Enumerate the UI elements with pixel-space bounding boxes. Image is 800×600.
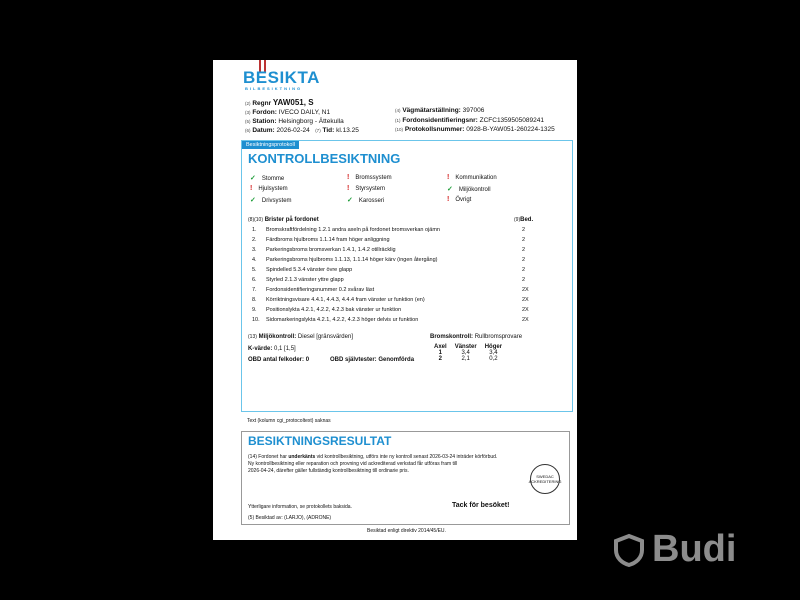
defect-row	[252, 227, 552, 233]
result-box	[241, 431, 570, 525]
bed-header: (9)Bed.	[514, 217, 534, 223]
broms-table	[430, 344, 506, 362]
warning-icon: !	[447, 196, 450, 203]
system-label: Karosseri	[358, 198, 385, 204]
obd-self-row: OBD självtester: Genomförda	[330, 357, 415, 363]
defect-bed: 2X	[522, 297, 529, 303]
defect-row	[252, 247, 552, 253]
footer-text: Besiktad enligt direktiv 2014/45/EU.	[367, 528, 446, 534]
defect-row	[252, 317, 552, 323]
check-icon: ✓	[250, 175, 256, 182]
defect-row	[252, 277, 552, 283]
system-item	[447, 174, 497, 181]
defect-text: Positionslykta 4.2.1, 4.2.2, 4.2.3 bak vänster ur funktion	[266, 307, 402, 313]
defect-number: 4.	[252, 257, 257, 263]
broms-cell: 1	[438, 350, 443, 356]
broms-col: Vänster	[454, 344, 477, 350]
system-item	[347, 185, 385, 192]
defects-header: (8)(10) Brister på fordonet	[248, 217, 319, 223]
defect-text: Sidomarkeringslykta 4.2.1, 4.2.2, 4.2.3 höger delvis ur funktion	[266, 317, 419, 323]
system-label: Miljökontroll	[458, 187, 491, 193]
defect-text: Parkeringsbroms bromsverkan 1.4.1, 1.4.2 otillräcklig	[266, 247, 396, 253]
protocol-tag: Besiktningsprotokoll	[242, 141, 299, 149]
defect-number: 3.	[252, 247, 257, 253]
system-item	[447, 185, 491, 193]
more-info: Ytterligare information, se protokollets baksida.	[248, 504, 352, 510]
protocol-title: KONTROLLBESIKTNING	[248, 151, 401, 166]
defect-bed: 2	[522, 227, 526, 233]
note-text: Text (kolumn cgi_protocoltext) saknas	[247, 418, 331, 424]
broms-row: Bromskontroll: Rullbromsprovare	[430, 334, 523, 340]
system-label: Stomme	[261, 176, 285, 182]
defect-text: Parkeringsbroms hjulbroms 1.1.13, 1.1.14 höger kärv (ingen återgång)	[266, 257, 438, 263]
shield-icon	[612, 533, 646, 567]
defect-number: 2.	[252, 237, 257, 243]
system-label: Kommunikation	[455, 175, 497, 181]
defect-bed: 2	[522, 267, 526, 273]
defect-number: 6.	[252, 277, 257, 283]
defect-text: Spindelled 5.3.4 vänster övre glapp	[266, 267, 353, 273]
broms-col: Axel	[434, 344, 447, 350]
defect-number: 8.	[252, 297, 257, 303]
logo: BESIKTA	[243, 68, 320, 87]
fordon-row: (3) Fordon: IVECO DAILY, N1	[245, 109, 331, 116]
swedac-badge: SWEDAC ACKREDITERING	[530, 464, 560, 494]
kvarde-row: K-värde: 0,1 [1,5]	[248, 346, 296, 352]
result-title: BESIKTNINGSRESULTAT	[248, 434, 392, 448]
system-label: Drivsystem	[261, 198, 292, 204]
ident-row: (1) Fordonsidentifieringsnr: ZCFC1359505089241	[395, 117, 544, 124]
system-item	[250, 174, 284, 182]
system-item	[250, 196, 292, 204]
check-icon: ✓	[447, 186, 453, 193]
matare-row: (4) Vägmätarställning: 397006	[395, 107, 485, 114]
system-label: Bromssystem	[355, 175, 392, 181]
system-item	[347, 196, 384, 204]
defect-bed: 2	[522, 247, 526, 253]
besiktad-row: (5) Besiktad av: (LARJO), (ADRONE)	[248, 515, 332, 521]
broms-cell: 2	[438, 356, 443, 362]
broms-cell: 0,2	[489, 356, 498, 362]
logo-tagline: BILBESIKTNING	[245, 86, 303, 91]
defect-row	[252, 297, 552, 303]
defect-bed: 2X	[522, 317, 529, 323]
defect-bed: 2	[522, 237, 526, 243]
system-label: Övrigt	[455, 197, 472, 203]
defect-number: 5.	[252, 267, 257, 273]
warning-icon: !	[347, 174, 350, 181]
inspection-document	[213, 60, 577, 540]
broms-cell: 2,1	[461, 356, 470, 362]
check-icon: ✓	[250, 197, 256, 204]
datum-row: (6) Datum: 2026-02-24 (7) Tid: kl.13.25	[245, 127, 359, 134]
defect-row	[252, 267, 552, 273]
warning-icon: !	[250, 185, 253, 192]
defect-bed: 2	[522, 257, 526, 263]
defect-number: 7.	[252, 287, 257, 293]
check-icon: ✓	[347, 197, 353, 204]
defect-number: 9.	[252, 307, 257, 313]
system-label: Hjulsystem	[258, 186, 288, 192]
defect-text: Körriktningsvisare 4.4.1, 4.4.3, 4.4.4 fram vänster ur funktion (en)	[266, 297, 425, 303]
defect-number: 1.	[252, 227, 257, 233]
watermark-text: Budi	[652, 528, 737, 570]
system-item	[250, 185, 288, 192]
result-text: (14) Fordonet har underkänts vid kontrollbesiktning, utförs inte ny kontroll senast 2026-03-24 inträder körförbud. Ny kontrollbesiktning eller reparation och provning vid ackrediterad verkstad får utföras fram till 2026-04-24, därefter gäller fullständig kontrollbesiktning till ordinarie pris.	[248, 454, 498, 474]
broms-row-2	[430, 356, 506, 362]
defect-row	[252, 287, 552, 293]
defect-bed: 2X	[522, 307, 529, 313]
defect-text: Bromskraftfördelning 1.2.1 andra axeln på fordonet bromsverkan ojämn	[266, 227, 440, 233]
system-item	[347, 174, 392, 181]
defect-number: 10.	[252, 317, 260, 323]
watermark	[612, 528, 736, 571]
station-row: (5) Station: Helsingborg - Ättekulla	[245, 118, 344, 125]
broms-col: Höger	[484, 344, 503, 350]
system-label: Styrsystem	[355, 186, 386, 192]
defect-row	[252, 307, 552, 313]
broms-cell: 3,4	[461, 350, 470, 356]
defect-row	[252, 257, 552, 263]
broms-cell: 3,4	[489, 350, 498, 356]
warning-icon: !	[347, 185, 350, 192]
defect-bed: 2X	[522, 287, 529, 293]
protokoll-row: (10) Protokollsnummer: 0928-B-YAW051-260224-1325	[395, 126, 555, 133]
regnr-row: (2) Regnr YAW051, S	[245, 98, 314, 107]
defect-text: Färdbroms hjulbroms 1.1.14 fram höger anliggning	[266, 237, 390, 243]
defect-text: Styrled 2.1.3 vänster yttre glapp	[266, 277, 344, 283]
defect-bed: 2	[522, 277, 526, 283]
obd-row: OBD antal felkoder: 0	[248, 357, 310, 363]
warning-icon: !	[447, 174, 450, 181]
system-item	[447, 196, 471, 203]
thanks-text: Tack för besöket!	[452, 502, 510, 509]
protocol-box	[241, 140, 573, 412]
defect-row	[252, 237, 552, 243]
miljo-row: (13) Miljökontroll: Diesel [gränsvärden]	[248, 334, 353, 340]
defect-text: Fordonsidentifieringsnummer 0.2 svårav läst	[266, 287, 375, 293]
